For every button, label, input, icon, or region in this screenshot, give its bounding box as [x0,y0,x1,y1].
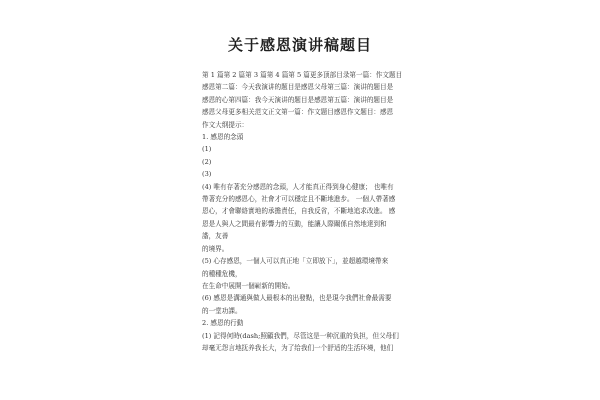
document-line: (1) [202,145,212,154]
document-line: 的境界。 [202,244,229,253]
document-line: 諧，友善 [202,232,229,241]
document-line: 感恩的心第四篇：我今天演讲的题目是感恩第五篇：演讲的题目是 [202,95,394,104]
document-line: 恩心，才會聯絡實地的承擔責任，自我反省，不斷地追求改進。 感 [202,207,396,216]
document-line: 第 1 篇第 2 篇第 3 篇第 4 篇第 5 篇更多顶部目录第一篇：作文题目 [202,71,403,79]
document-line: (6) 感恩是溝通與做人最根本的出發點，也是現今我們社會最需要 [202,294,392,303]
document-line: (5) 心存感恩，一個人可以真正地「立即放下」，並超越環境帶來 [202,257,389,266]
document-line: 却毫无怨言地抚养我长大，为了给我们一个舒适的生活环境，他们 [202,343,394,352]
document-line: 感恩父母更多相关范文正文第一篇：作文题目感恩作文题目：感恩 [202,108,394,117]
document-line: 在生命中展開一個嶄新的開始。 [202,281,295,290]
document-line: 恩是人與人之間最有影響力的互動，能讓人際關係自然地達到和 [202,219,387,228]
document-line: 感恩第二篇：今天我演讲的题目是感恩父母第三篇：演讲的题目是 [202,83,394,92]
document-line: (2) [202,157,212,166]
document-line: (1) 記得何時(dash;照顧我們，尽管这是一种沉重的负担，但父母们 [202,331,399,340]
document-title: 关于感恩演讲稿题目 [227,36,372,54]
document-line: 的種種危機， [202,269,242,278]
document-line: (3) [202,170,212,179]
document-line: 1. 感恩的念頭 [202,133,244,142]
document-line: (4) 唯有存著充分感恩的念頭，人才能真正得到身心健康； 也唯有 [202,182,394,191]
document-line: 2. 感恩的行動 [202,319,244,328]
document-body [202,69,408,354]
document-line: 的一堂功課。 [202,306,242,315]
document-line: 作文大纲提示： [202,120,249,129]
document-line: 帶著充分的感恩心，社會才可以穩定且不斷地進步。 一個人帶著感 [202,195,396,204]
